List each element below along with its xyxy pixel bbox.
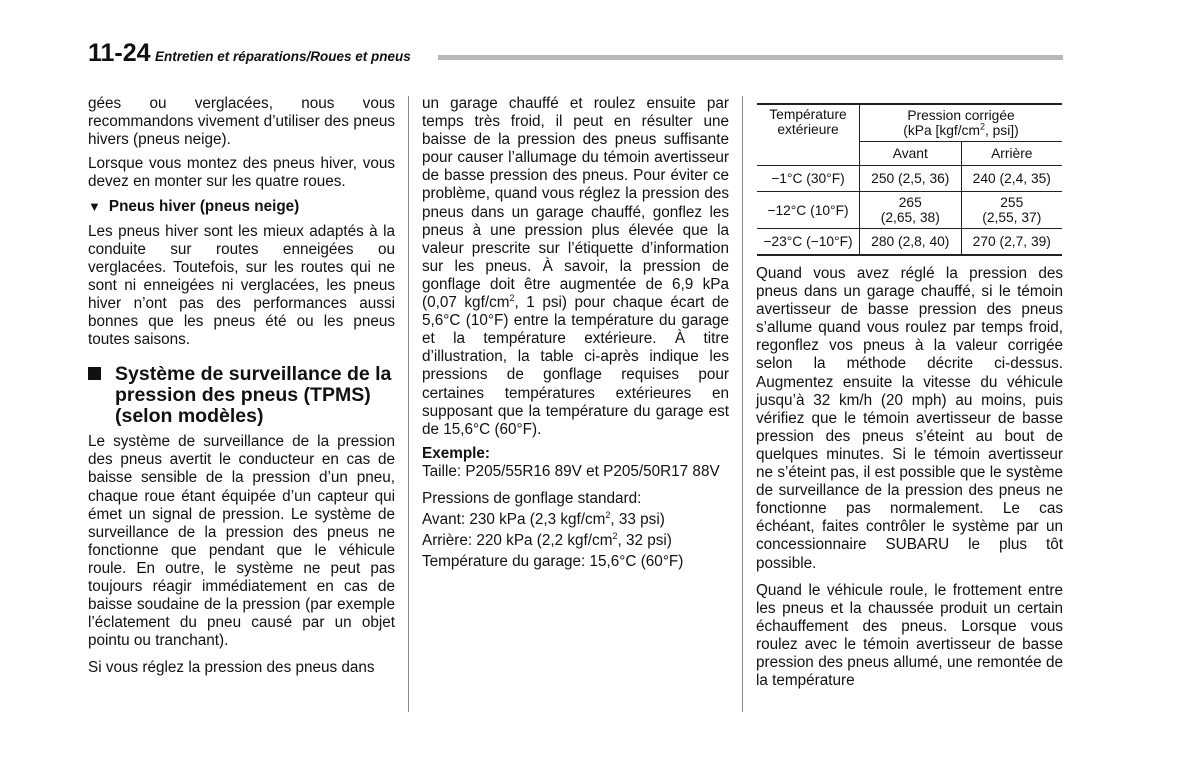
table-cell: [860, 192, 962, 229]
rear-pressure-text: , 32 psi): [617, 532, 672, 550]
table-header-cell: Avant: [860, 142, 962, 166]
column-divider-1: [408, 96, 409, 712]
table-header-text: (kPa [kgf/cm: [903, 123, 980, 138]
column-1: [88, 95, 395, 677]
superscript: 2: [979, 121, 985, 132]
paragraph: Lorsque vous montez des pneus hiver, vous devez en monter sur les quatre roues.: [88, 155, 395, 191]
header-rule: [438, 55, 1063, 60]
paragraph: Les pneus hiver sont les mieux adaptés à la conduite sur routes enneigées ou verglacées. Toutefois, sur les routes qui ne sont ni enneigées ni verglacées, les pneus hiver n’ont pas des performances aussi bonnes que les pneus été ou les pneus toutes saisons.: [88, 222, 395, 349]
triangle-marker-icon: ▼: [88, 199, 101, 215]
table-cell-text: (2,65, 38): [880, 210, 940, 225]
table-header-cell: Arrière: [961, 142, 1062, 166]
table-row: [757, 104, 1062, 142]
superscript: 2: [605, 509, 611, 520]
table-header-text: Pression corrigée: [907, 108, 1015, 123]
column-divider-2: [742, 96, 743, 712]
page-number: 11-24: [88, 39, 151, 67]
table-cell-text: 255: [1000, 195, 1024, 210]
subheading: [88, 198, 395, 216]
superscript: 2: [612, 531, 618, 542]
table-cell: 240 (2,4, 35): [961, 166, 1062, 192]
table-cell: −12°C (10°F): [757, 192, 860, 229]
example-label: Exemple:: [422, 444, 491, 462]
paragraph-text: un garage chauffé et roulez ensuite par temps très froid, il peut en résulter une baisse de la pression des pneus suffisante pour causer l’allumage du témoin avertisseur de basse pression des pneus. Pour éviter ce problème, quand vous réglez la pression des pneus dans un garage chauffé, gonflez les pneus à une pression plus élevée que la valeur prescrite sur l’étiquette d’information sur les pneus. À savoir, la pression de gonflage doit être augmentée de 6,9 kPa (0,07 kgf/cm: [422, 95, 729, 312]
rear-pressure: [422, 532, 729, 550]
table-cell: 250 (2,5, 36): [860, 166, 962, 192]
paragraph: Quand vous avez réglé la pression des pneus dans un garage chauffé, si le témoin avertisseur de basse pression des pneus s’allume quand vous roulez par temps froid, regonflez vos pneus à la valeur corrigée selon la méthode décrite ci-dessus. Augmentez ensuite la vitesse du véhicule jusqu’à 32 km/h (20 mph) au moins, puis vérifiez que le témoin avertisseur de basse pression des pneus s’éteint au bout de quelques minutes. Si le témoin avertisseur ne s’éteint pas, il est possible que le système de surveillance de la pression des pneus ne fonctionne pas normalement. Le cas échéant, faites contrôler le système par un concessionnaire SUBARU le plus tôt possible.: [756, 265, 1063, 572]
pressure-table: [757, 103, 1062, 256]
paragraph-text: , 1 psi) pour chaque écart de 5,6°C (10°F) entre la température du garage et la température extérieure. À titre d’illustration, la table ci-après indique les pressions de gonflage requises pour certaines températures extérieures en supposant que la température du garage est de 15,6°C (60°F).: [422, 294, 729, 438]
front-pressure: [422, 511, 729, 529]
front-pressure-text: , 33 psi): [610, 511, 665, 529]
table-cell: 280 (2,8, 40): [860, 229, 962, 256]
subheading-text: Pneus hiver (pneus neige): [108, 198, 300, 216]
column-3: [756, 265, 1063, 690]
rear-pressure-text: Arrière: 220 kPa (2,2 kgf/cm: [422, 532, 613, 550]
table-cell-text: 265: [898, 195, 922, 210]
running-header-title: Entretien et réparations/Roues et pneus: [155, 49, 411, 64]
table-cell: −1°C (30°F): [757, 166, 860, 192]
paragraph: Quand le véhicule roule, le frottement entre les pneus et la chaussée produit un certain échauffement des pneus. Lorsque vous roulez avec le témoin avertisseur de basse pression des pneus allumé, une remontée de la température: [756, 581, 1063, 690]
table-cell: 270 (2,7, 39): [961, 229, 1062, 256]
paragraph: [422, 95, 729, 439]
table-cell: −23°C (−10°F): [757, 229, 860, 256]
table-header-cell: [860, 104, 1063, 142]
table-header-text: , psi]): [984, 123, 1019, 138]
table-row: [757, 166, 1062, 192]
paragraph: Le système de surveillance de la pression des pneus avertit le conducteur en cas de baisse sensible de la pression d’un pneu, chaque roue étant équipée d’un capteur qui émet un signal de pression. Le système de surveillance de la pression des pneus ne fonctionne que pendant que le véhicule roule. En outre, le système ne peut pas toujours réagir immédiatement en cas de baisse soudaine de la pression (par exemple l’éclatement du pneu causé par un objet pointu ou tranchant).: [88, 433, 395, 650]
front-pressure-text: Avant: 230 kPa (2,3 kgf/cm: [422, 511, 606, 529]
table-cell-text: (2,55, 37): [982, 210, 1042, 225]
section-title: [88, 364, 395, 427]
superscript: 2: [509, 292, 515, 303]
table-row: [757, 192, 1062, 229]
square-bullet-icon: [88, 367, 101, 380]
standard-pressures-label: Pressions de gonflage standard:: [422, 489, 642, 507]
column-2: [422, 95, 729, 571]
section-title-text: Système de surveillance de la pression des pneus (TPMS) (selon modèles): [115, 363, 392, 428]
table-row: [757, 229, 1062, 256]
paragraph: Si vous réglez la pression des pneus dans: [88, 659, 375, 677]
table-header-cell: Température extérieure: [757, 104, 860, 166]
table-cell: [961, 192, 1062, 229]
garage-temperature: Température du garage: 15,6°C (60°F): [422, 553, 684, 571]
tire-size: Taille: P205/55R16 89V et P205/50R17 88V: [422, 462, 720, 480]
paragraph: gées ou verglacées, nous vous recommandons vivement d’utiliser des pneus hivers (pneus neige).: [88, 95, 395, 149]
